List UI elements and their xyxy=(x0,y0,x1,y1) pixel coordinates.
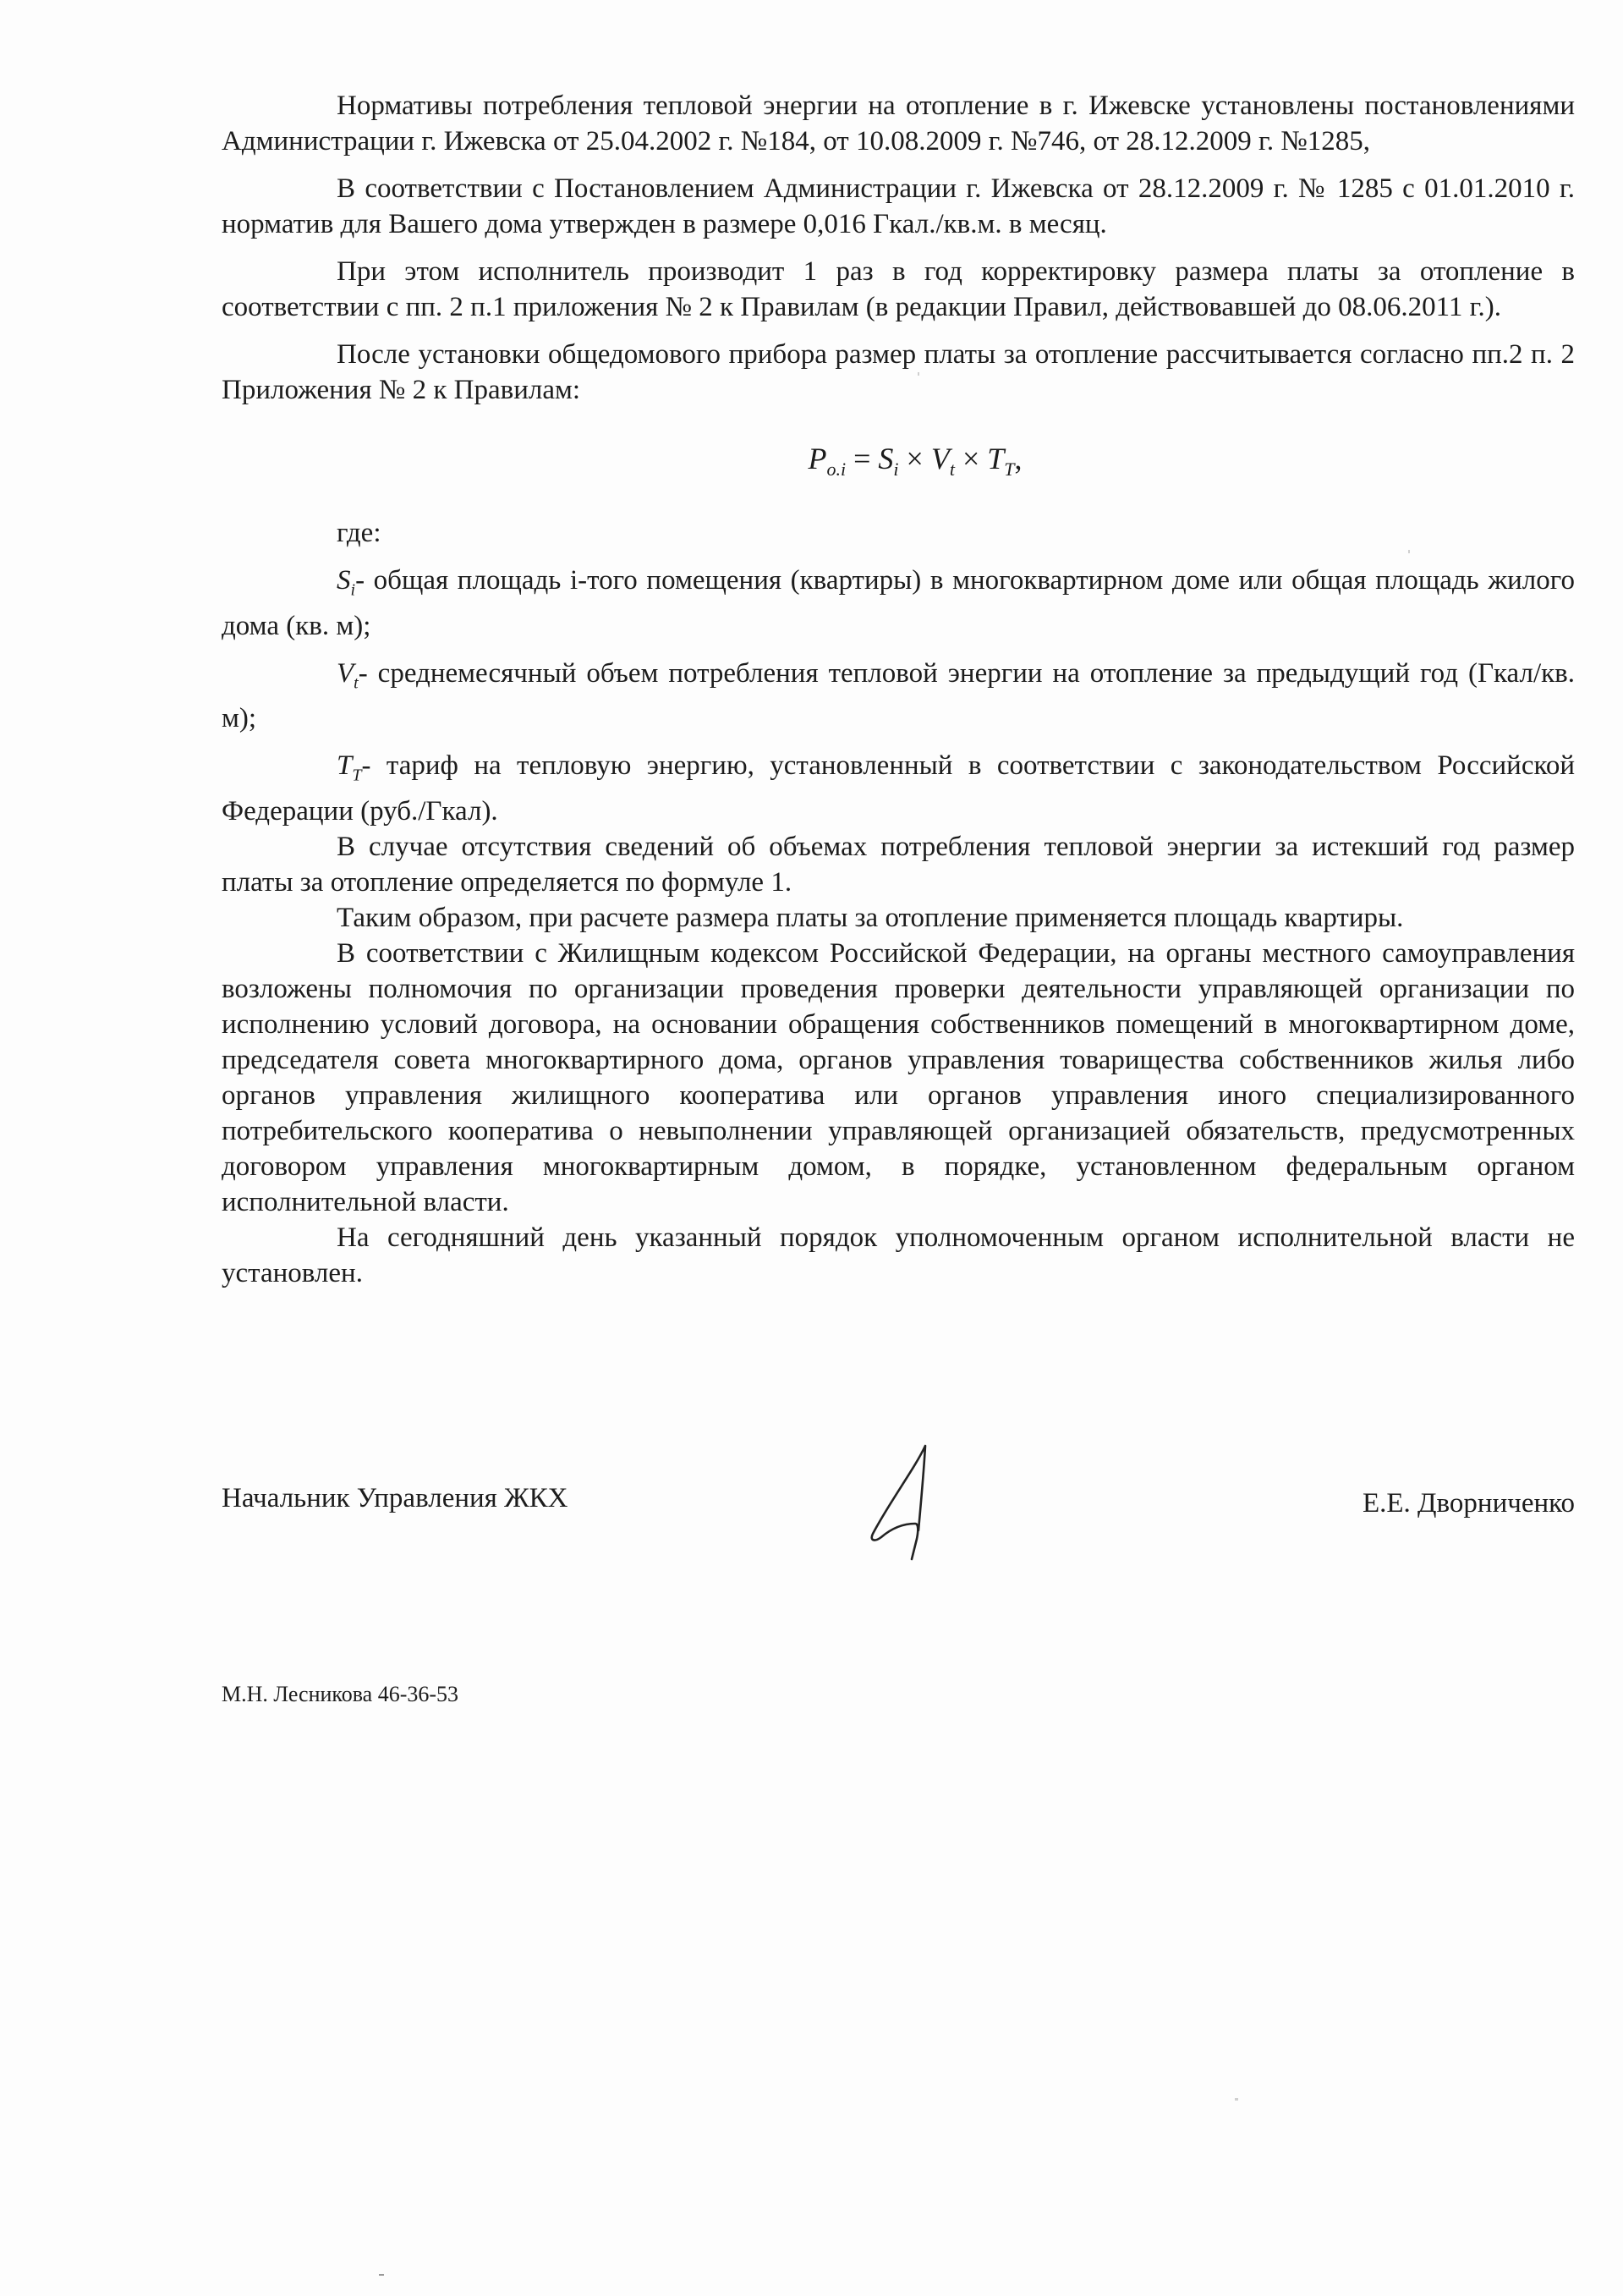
formula-t: T xyxy=(987,442,1005,475)
contact-person: М.Н. Лесникова 46-36-53 xyxy=(222,1682,459,1706)
signatory-position: Начальник Управления ЖКХ xyxy=(222,1483,568,1513)
formula-v-sub: t xyxy=(949,459,955,481)
formula-times-2: × xyxy=(962,442,980,475)
paragraph-housing-code: В соответствии с Жилищным кодексом Российской Федерации, на органы местного самоуправления возложены полномочия по организации проведения проверки деятельности управляющей организации по исполнению условий договора, на основании обращения собственников помещений в многоквартирном доме, председателя совета многоквартирного дома, органов управления товарищества собственников жилья либо органов управления жилищного кооператива или органов управления иного специализированного потребительского кооператива о невыполнении управляющей организацией обязательств, предусмотренных договором управления многоквартирным домом, в порядке, установленном федеральным органом исполнительной власти. xyxy=(222,937,1575,1217)
paragraph-resolution: В соответствии с Постановлением Администрации г. Ижевска от 28.12.2009 г. № 1285 с 01.01.2010 г. норматив для Вашего дома утвержден в размере 0,016 Гкал./кв.м. в месяц. xyxy=(222,173,1575,239)
paragraph-no-data: В случае отсутствия сведений об объемах потребления тепловой энергии за истекший год размер платы за отопление определяется по формуле 1. xyxy=(222,831,1575,898)
definition-volume xyxy=(222,656,1575,737)
scan-speck xyxy=(1408,550,1410,553)
formula-comma: , xyxy=(1014,442,1023,475)
formula-s-sub: i xyxy=(893,459,899,481)
signature-block xyxy=(222,1480,1575,1582)
letter-body xyxy=(222,88,1575,1291)
symbol-v-sub: t xyxy=(354,673,359,693)
scan-speck xyxy=(1235,2098,1238,2101)
definition-tariff-symbol xyxy=(337,750,362,785)
definition-area-symbol xyxy=(337,565,356,600)
formula-t-sub: T xyxy=(1004,459,1015,481)
definition-volume-text: - среднемесячный объем потребления тепловой энергии на отопление за предыдущий год (Гкал/кв. м); xyxy=(222,657,1575,734)
signatory-name: Е.Е. Дворниченко xyxy=(1362,1488,1575,1519)
symbol-t-sub: T xyxy=(352,766,362,785)
definition-tariff xyxy=(222,748,1575,829)
formula-equals: = xyxy=(853,442,871,475)
paragraph-correction: При этом исполнитель производит 1 раз в год корректировку размера платы за отопление в соответствии с пп. 2 п.1 приложения № 2 к Правилам (в редакции Правил, действовавшей до 08.06.2011 г.). xyxy=(222,256,1575,322)
formula-s: S xyxy=(878,442,894,475)
paragraph-procedure: На сегодняшний день указанный порядок уполномоченным органом исполнительной власти не установлен. xyxy=(222,1222,1575,1288)
symbol-s-sub: i xyxy=(350,580,356,600)
definition-area xyxy=(222,563,1575,644)
handwritten-signature xyxy=(864,1442,940,1561)
paragraph-conclusion: Таким образом, при расчете размера платы за отопление применяется площадь квартиры. xyxy=(337,902,1404,933)
paragraph-norms: Нормативы потребления тепловой энергии на отопление в г. Ижевске установлены постановлениями Администрации г. Ижевска от 25.04.2002 г. №184, от 10.08.2009 г. №746, от 28.12.2009 г. №1285, xyxy=(222,91,1575,157)
symbol-v: V xyxy=(337,657,354,689)
definition-tariff-text: - тариф на тепловую энергию, установленный в соответствии с законодательством Российской Федерации (руб./Гкал). xyxy=(222,750,1575,827)
definition-volume-symbol xyxy=(337,657,359,693)
formula-lhs: P xyxy=(808,442,827,475)
definition-area-text: - общая площадь i-того помещения (квартиры) в многоквартирном доме или общая площадь жилого дома (кв. м); xyxy=(222,565,1575,641)
where-label: где: xyxy=(337,518,381,549)
symbol-t: T xyxy=(337,750,353,782)
scan-speck xyxy=(918,372,919,376)
formula-v: V xyxy=(930,442,950,475)
paragraph-meter: После установки общедомового прибора размер платы за отопление рассчитывается согласно пп.2 п. 2 Приложения № 2 к Правилам: xyxy=(222,339,1575,405)
heating-fee-formula xyxy=(222,438,1575,490)
symbol-s: S xyxy=(337,565,351,596)
formula-lhs-sub: o.i xyxy=(826,459,847,481)
scan-speck xyxy=(379,2274,384,2276)
formula-times-1: × xyxy=(906,442,924,475)
